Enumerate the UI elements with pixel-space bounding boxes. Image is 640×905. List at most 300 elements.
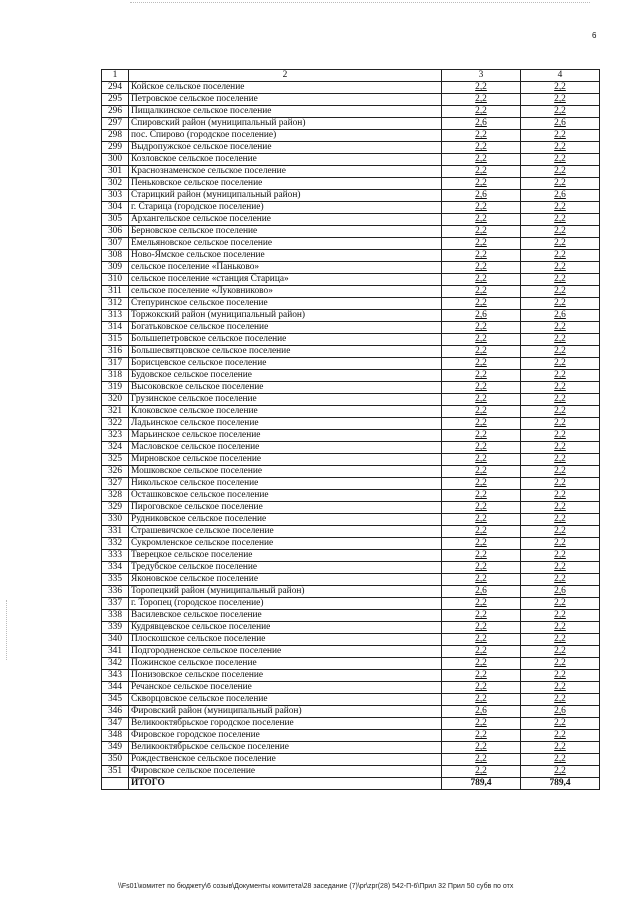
settlement-name: Марьинское сельское поселение (129, 430, 442, 442)
settlement-name: Фировское городское поселение (129, 730, 442, 742)
table-row (102, 274, 600, 286)
value-col-3: 2,2 (442, 106, 521, 118)
settlement-name: Фировский район (муниципальный район) (129, 706, 442, 718)
settlement-name: Мирновское сельское поселение (129, 454, 442, 466)
value-col-3: 2,2 (442, 742, 521, 754)
settlement-name: Василевское сельское поселение (129, 610, 442, 622)
row-number: 296 (102, 106, 129, 118)
row-number: 324 (102, 442, 129, 454)
value-col-3: 2,2 (442, 658, 521, 670)
row-number: 318 (102, 370, 129, 382)
settlement-name: сельское поселение «Луковниково» (129, 286, 442, 298)
settlement-name: Рождественское сельское поселение (129, 754, 442, 766)
value-col-3: 2,2 (442, 334, 521, 346)
value-col-4: 2,2 (521, 490, 600, 502)
value-col-3: 2,2 (442, 418, 521, 430)
table-row (102, 634, 600, 646)
value-col-4: 2,2 (521, 550, 600, 562)
value-col-4: 2,2 (521, 466, 600, 478)
value-col-3: 2,2 (442, 454, 521, 466)
settlement-name: Старицкий район (муниципальный район) (129, 190, 442, 202)
settlement-name: Ново-Ямское сельское поселение (129, 250, 442, 262)
value-col-3: 2,2 (442, 346, 521, 358)
value-col-3: 2,2 (442, 286, 521, 298)
row-number: 295 (102, 94, 129, 106)
value-col-4: 2,2 (521, 610, 600, 622)
value-col-3: 2,2 (442, 430, 521, 442)
value-col-4: 2,2 (521, 718, 600, 730)
value-col-3: 2,2 (442, 562, 521, 574)
row-number: 307 (102, 238, 129, 250)
value-col-4: 2,2 (521, 286, 600, 298)
table-row (102, 562, 600, 574)
value-col-4: 2,2 (521, 514, 600, 526)
settlement-name: Понизовское сельское поселение (129, 670, 442, 682)
row-number: 340 (102, 634, 129, 646)
value-col-3: 2,2 (442, 550, 521, 562)
table-row (102, 322, 600, 334)
settlement-name: г. Старица (городское поселение) (129, 202, 442, 214)
settlement-name: сельское поселение «Паньково» (129, 262, 442, 274)
footer-file-path: \\Fs01\комитет по бюджету\6 созыв\Документы комитета\28 заседание (7)\pr\zpr(28) 542-П-6\Прил 32 Прил 50 субв по отх (118, 883, 514, 890)
value-col-4: 2,2 (521, 574, 600, 586)
table-row (102, 262, 600, 274)
table-row (102, 730, 600, 742)
table-row (102, 682, 600, 694)
table-row (102, 622, 600, 634)
value-col-3: 2,2 (442, 634, 521, 646)
settlement-name: Подгородненское сельское поселение (129, 646, 442, 658)
settlement-name: Великооктябрьское сельское поселение (129, 742, 442, 754)
value-col-4: 2,2 (521, 478, 600, 490)
value-col-3: 2,2 (442, 178, 521, 190)
row-number: 316 (102, 346, 129, 358)
settlement-name: сельское поселение «станция Старица» (129, 274, 442, 286)
row-number: 325 (102, 454, 129, 466)
value-col-3: 2,2 (442, 358, 521, 370)
table-row (102, 214, 600, 226)
settlement-name: Никольское сельское поселение (129, 478, 442, 490)
value-col-3: 2,2 (442, 442, 521, 454)
value-col-3: 2,2 (442, 466, 521, 478)
row-number: 305 (102, 214, 129, 226)
settlement-name: Козловское сельское поселение (129, 154, 442, 166)
table-row (102, 166, 600, 178)
value-col-4: 2,2 (521, 766, 600, 778)
settlement-name: Осташковское сельское поселение (129, 490, 442, 502)
row-number: 350 (102, 754, 129, 766)
row-number: 300 (102, 154, 129, 166)
value-col-4: 2,2 (521, 418, 600, 430)
settlement-name: Торжокский район (муниципальный район) (129, 310, 442, 322)
value-col-3: 2,2 (442, 154, 521, 166)
value-col-3: 2,2 (442, 82, 521, 94)
table-row (102, 526, 600, 538)
value-col-3: 2,2 (442, 526, 521, 538)
value-col-4: 2,2 (521, 370, 600, 382)
settlement-name: Архангельское сельское поселение (129, 214, 442, 226)
value-col-4: 2,2 (521, 94, 600, 106)
table-row (102, 178, 600, 190)
settlement-name: Клоковское сельское поселение (129, 406, 442, 418)
table-row (102, 298, 600, 310)
total-label: ИТОГО (129, 778, 442, 790)
row-number: 332 (102, 538, 129, 550)
value-col-4: 2,2 (521, 454, 600, 466)
settlement-name: Богатьковское сельское поселение (129, 322, 442, 334)
value-col-3: 2,2 (442, 238, 521, 250)
value-col-3: 2,6 (442, 190, 521, 202)
row-number: 333 (102, 550, 129, 562)
table-row (102, 706, 600, 718)
value-col-4: 2,2 (521, 334, 600, 346)
table-row (102, 598, 600, 610)
settlement-name: Пищалкинское сельское поселение (129, 106, 442, 118)
row-number: 311 (102, 286, 129, 298)
settlement-name: Будовское сельское поселение (129, 370, 442, 382)
value-col-3: 2,2 (442, 370, 521, 382)
row-number: 339 (102, 622, 129, 634)
row-number: 322 (102, 418, 129, 430)
settlement-name: Большесвятцовское сельское поселение (129, 346, 442, 358)
total-num-cell (102, 778, 129, 790)
value-col-4: 2,2 (521, 670, 600, 682)
value-col-3: 2,2 (442, 130, 521, 142)
row-number: 321 (102, 406, 129, 418)
value-col-4: 2,2 (521, 142, 600, 154)
table-row (102, 358, 600, 370)
table-row (102, 370, 600, 382)
table-row (102, 442, 600, 454)
settlement-name: Рудниковское сельское поселение (129, 514, 442, 526)
value-col-3: 2,6 (442, 706, 521, 718)
row-number: 347 (102, 718, 129, 730)
value-col-3: 2,2 (442, 682, 521, 694)
value-col-4: 2,2 (521, 622, 600, 634)
value-col-3: 2,6 (442, 586, 521, 598)
settlement-name: Тверецкое сельское поселение (129, 550, 442, 562)
row-number: 302 (102, 178, 129, 190)
row-number: 344 (102, 682, 129, 694)
table-row (102, 478, 600, 490)
value-col-4: 2,2 (521, 658, 600, 670)
value-col-3: 2,2 (442, 730, 521, 742)
row-number: 329 (102, 502, 129, 514)
settlement-name: Торопецкий район (муниципальный район) (129, 586, 442, 598)
value-col-3: 2,2 (442, 226, 521, 238)
table-row (102, 106, 600, 118)
row-number: 297 (102, 118, 129, 130)
row-number: 338 (102, 610, 129, 622)
value-col-4: 2,2 (521, 382, 600, 394)
table-row (102, 646, 600, 658)
value-col-3: 2,2 (442, 394, 521, 406)
value-col-4: 2,2 (521, 250, 600, 262)
settlement-name: Яконовское сельское поселение (129, 574, 442, 586)
settlement-name: Мошковское сельское поселение (129, 466, 442, 478)
table-row (102, 130, 600, 142)
settlement-name: Большепетровское сельское поселение (129, 334, 442, 346)
value-col-3: 2,2 (442, 322, 521, 334)
table-row (102, 226, 600, 238)
row-number: 313 (102, 310, 129, 322)
settlement-name: г. Торопец (городское поселение) (129, 598, 442, 610)
settlement-name: Берновское сельское поселение (129, 226, 442, 238)
value-col-3: 2,2 (442, 598, 521, 610)
header-col-4: 4 (521, 70, 600, 82)
table-row (102, 586, 600, 598)
page-number: 6 (592, 31, 597, 40)
value-col-3: 2,2 (442, 166, 521, 178)
row-number: 323 (102, 430, 129, 442)
value-col-4: 2,2 (521, 430, 600, 442)
row-number: 335 (102, 574, 129, 586)
table-row (102, 310, 600, 322)
value-col-3: 2,2 (442, 202, 521, 214)
value-col-3: 2,2 (442, 670, 521, 682)
appendix-table (101, 69, 600, 790)
row-number: 303 (102, 190, 129, 202)
total-row (102, 778, 600, 790)
table-row (102, 394, 600, 406)
value-col-4: 2,6 (521, 190, 600, 202)
row-number: 328 (102, 490, 129, 502)
value-col-4: 2,2 (521, 154, 600, 166)
value-col-4: 2,2 (521, 346, 600, 358)
value-col-4: 2,2 (521, 322, 600, 334)
row-number: 308 (102, 250, 129, 262)
value-col-4: 2,2 (521, 130, 600, 142)
table-row (102, 286, 600, 298)
row-number: 310 (102, 274, 129, 286)
table-row (102, 334, 600, 346)
row-number: 326 (102, 466, 129, 478)
table-row (102, 382, 600, 394)
table-row (102, 502, 600, 514)
value-col-3: 2,2 (442, 766, 521, 778)
row-number: 337 (102, 598, 129, 610)
value-col-4: 2,2 (521, 394, 600, 406)
value-col-3: 2,6 (442, 310, 521, 322)
table-row (102, 142, 600, 154)
value-col-3: 2,2 (442, 274, 521, 286)
value-col-3: 2,2 (442, 490, 521, 502)
header-col-3: 3 (442, 70, 521, 82)
row-number: 336 (102, 586, 129, 598)
value-col-4: 2,2 (521, 730, 600, 742)
row-number: 343 (102, 670, 129, 682)
table-body (102, 82, 600, 778)
value-col-3: 2,2 (442, 382, 521, 394)
table-row (102, 718, 600, 730)
value-col-3: 2,2 (442, 610, 521, 622)
table-row (102, 670, 600, 682)
value-col-4: 2,2 (521, 166, 600, 178)
total-value-4: 789,4 (521, 778, 600, 790)
settlement-name: Скворцовское сельское поселение (129, 694, 442, 706)
settlement-name: Пироговское сельское поселение (129, 502, 442, 514)
row-number: 312 (102, 298, 129, 310)
value-col-3: 2,2 (442, 622, 521, 634)
value-col-4: 2,2 (521, 406, 600, 418)
value-col-4: 2,2 (521, 682, 600, 694)
settlement-name: Пожинское сельское поселение (129, 658, 442, 670)
settlement-name: пос. Спирово (городское поселение) (129, 130, 442, 142)
table-row (102, 82, 600, 94)
value-col-3: 2,2 (442, 694, 521, 706)
row-number: 331 (102, 526, 129, 538)
value-col-4: 2,2 (521, 526, 600, 538)
settlement-name: Масловское сельское поселение (129, 442, 442, 454)
value-col-4: 2,2 (521, 502, 600, 514)
table-row (102, 154, 600, 166)
settlement-name: Спировский район (муниципальный район) (129, 118, 442, 130)
value-col-4: 2,2 (521, 226, 600, 238)
value-col-3: 2,2 (442, 502, 521, 514)
settlement-name: Сукромленское сельское поселение (129, 538, 442, 550)
value-col-4: 2,2 (521, 262, 600, 274)
value-col-4: 2,2 (521, 202, 600, 214)
value-col-4: 2,2 (521, 634, 600, 646)
row-number: 301 (102, 166, 129, 178)
row-number: 330 (102, 514, 129, 526)
value-col-3: 2,2 (442, 142, 521, 154)
value-col-4: 2,2 (521, 298, 600, 310)
value-col-4: 2,2 (521, 754, 600, 766)
row-number: 341 (102, 646, 129, 658)
value-col-4: 2,2 (521, 646, 600, 658)
table-row (102, 466, 600, 478)
row-number: 317 (102, 358, 129, 370)
table-row (102, 418, 600, 430)
row-number: 351 (102, 766, 129, 778)
row-number: 327 (102, 478, 129, 490)
row-number: 304 (102, 202, 129, 214)
row-number: 342 (102, 658, 129, 670)
value-col-3: 2,2 (442, 646, 521, 658)
settlement-name: Выдропужское сельское поселение (129, 142, 442, 154)
table-row (102, 766, 600, 778)
value-col-3: 2,6 (442, 118, 521, 130)
value-col-4: 2,2 (521, 598, 600, 610)
settlement-name: Страшевичское сельское поселение (129, 526, 442, 538)
value-col-3: 2,2 (442, 94, 521, 106)
settlement-name: Пеньковское сельское поселение (129, 178, 442, 190)
settlement-name: Кудрявцевское сельское поселение (129, 622, 442, 634)
settlement-name: Тредубское сельское поселение (129, 562, 442, 574)
table-row (102, 346, 600, 358)
settlement-name: Грузинское сельское поселение (129, 394, 442, 406)
value-col-4: 2,2 (521, 238, 600, 250)
value-col-4: 2,2 (521, 562, 600, 574)
value-col-4: 2,2 (521, 442, 600, 454)
row-number: 345 (102, 694, 129, 706)
value-col-4: 2,6 (521, 310, 600, 322)
settlement-name: Речанское сельское поселение (129, 682, 442, 694)
table-row (102, 238, 600, 250)
value-col-4: 2,2 (521, 214, 600, 226)
value-col-3: 2,2 (442, 478, 521, 490)
value-col-3: 2,2 (442, 538, 521, 550)
row-number: 319 (102, 382, 129, 394)
settlement-name: Великооктябрьское городское поселение (129, 718, 442, 730)
table-row (102, 250, 600, 262)
row-number: 294 (102, 82, 129, 94)
table-row (102, 94, 600, 106)
row-number: 348 (102, 730, 129, 742)
settlement-name: Фировское сельское поселение (129, 766, 442, 778)
value-col-3: 2,2 (442, 250, 521, 262)
table-row (102, 550, 600, 562)
value-col-3: 2,2 (442, 406, 521, 418)
scan-artifact-side (6, 600, 8, 660)
table-row (102, 190, 600, 202)
table-header-row (102, 70, 600, 82)
row-number: 298 (102, 130, 129, 142)
value-col-3: 2,2 (442, 262, 521, 274)
row-number: 306 (102, 226, 129, 238)
settlement-name: Борисцевское сельское поселение (129, 358, 442, 370)
table-row (102, 694, 600, 706)
scan-artifact-top (130, 2, 590, 4)
row-number: 334 (102, 562, 129, 574)
table-row (102, 430, 600, 442)
value-col-4: 2,2 (521, 274, 600, 286)
table-row (102, 742, 600, 754)
table-row (102, 202, 600, 214)
table-row (102, 454, 600, 466)
value-col-4: 2,6 (521, 118, 600, 130)
total-value-3: 789,4 (442, 778, 521, 790)
settlement-name: Ладьинское сельское поселение (129, 418, 442, 430)
header-col-2: 2 (129, 70, 442, 82)
settlement-name: Высоковское сельское поселение (129, 382, 442, 394)
table-row (102, 490, 600, 502)
table-row (102, 118, 600, 130)
row-number: 349 (102, 742, 129, 754)
value-col-3: 2,2 (442, 214, 521, 226)
value-col-4: 2,2 (521, 694, 600, 706)
header-col-1: 1 (102, 70, 129, 82)
row-number: 315 (102, 334, 129, 346)
settlement-name: Краснознаменское сельское поселение (129, 166, 442, 178)
value-col-4: 2,2 (521, 106, 600, 118)
table-row (102, 514, 600, 526)
value-col-4: 2,6 (521, 586, 600, 598)
table-row (102, 406, 600, 418)
settlement-name: Койское сельское поселение (129, 82, 442, 94)
settlement-name: Петровское сельское поселение (129, 94, 442, 106)
value-col-3: 2,2 (442, 754, 521, 766)
settlement-name: Емельяновское сельское поселение (129, 238, 442, 250)
value-col-3: 2,2 (442, 574, 521, 586)
value-col-4: 2,2 (521, 82, 600, 94)
settlement-name: Степуринское сельское поселение (129, 298, 442, 310)
row-number: 314 (102, 322, 129, 334)
value-col-3: 2,2 (442, 718, 521, 730)
row-number: 309 (102, 262, 129, 274)
value-col-3: 2,2 (442, 514, 521, 526)
row-number: 346 (102, 706, 129, 718)
value-col-4: 2,2 (521, 538, 600, 550)
value-col-4: 2,6 (521, 706, 600, 718)
table-row (102, 574, 600, 586)
value-col-4: 2,2 (521, 178, 600, 190)
row-number: 299 (102, 142, 129, 154)
table-row (102, 610, 600, 622)
value-col-3: 2,2 (442, 298, 521, 310)
row-number: 320 (102, 394, 129, 406)
